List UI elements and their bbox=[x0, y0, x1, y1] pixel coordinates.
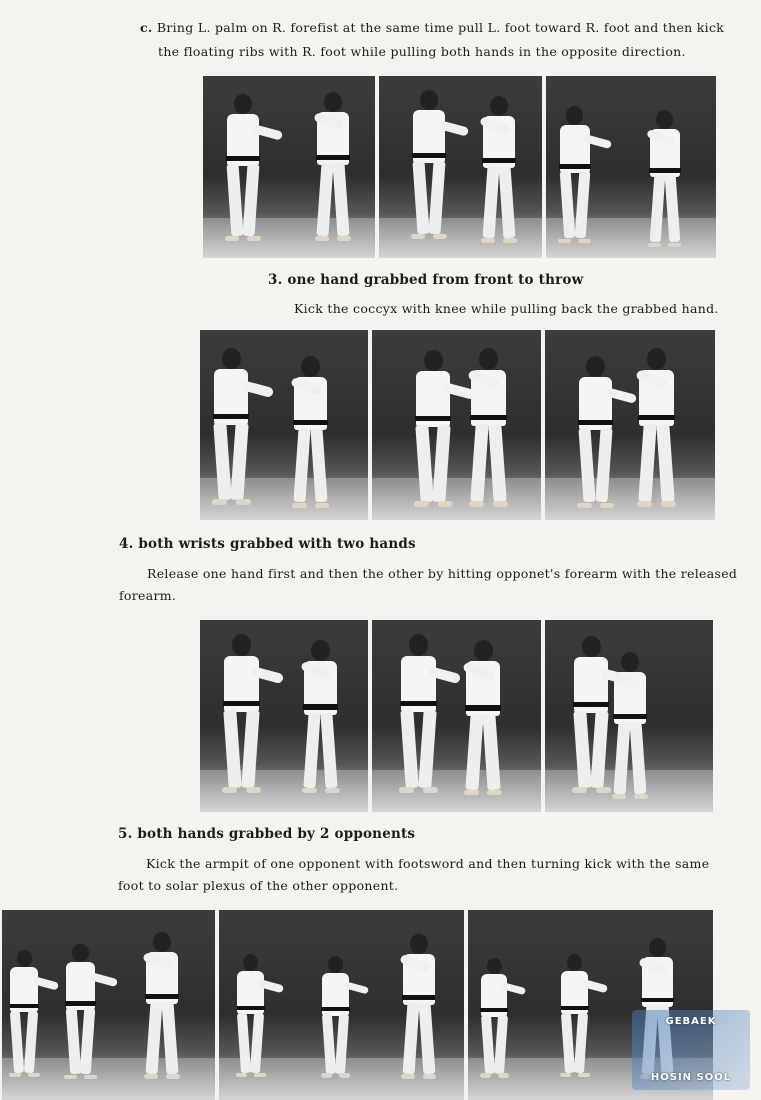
martial-artist-figure bbox=[412, 350, 455, 510]
section-c-line-2: the floating ribs with R. foot while pulling both hands in the opposite direction. bbox=[158, 44, 686, 59]
martial-artist-figure bbox=[319, 956, 352, 1080]
photo-3-2 bbox=[372, 330, 541, 520]
watermark-line-1: GEBAEK bbox=[665, 1016, 717, 1027]
watermark-line-2: HOSIN SOOL bbox=[650, 1072, 732, 1083]
photo-4-2 bbox=[372, 620, 541, 812]
section-c-line-1 bbox=[140, 16, 724, 39]
martial-artist-figure bbox=[575, 356, 616, 511]
section-4-heading: 4. both wrists grabbed with two hands bbox=[119, 536, 416, 552]
martial-artist-figure bbox=[290, 356, 331, 511]
martial-artist-figure bbox=[635, 348, 678, 510]
martial-artist-figure bbox=[62, 944, 99, 1082]
martial-artist-figure bbox=[397, 634, 440, 796]
photo-3-3 bbox=[545, 330, 715, 520]
photo-5-1 bbox=[2, 910, 215, 1100]
section-4-line-2: forearm. bbox=[119, 588, 177, 603]
photo-c-2 bbox=[379, 76, 542, 258]
photo-3-1 bbox=[200, 330, 368, 520]
section-c-text-1: Bring L. palm on R. forefist at the same time pull L. foot toward R. foot and then kick bbox=[156, 20, 725, 35]
martial-artist-figure bbox=[409, 90, 450, 242]
martial-artist-figure bbox=[7, 950, 42, 1080]
photo-4-3 bbox=[545, 620, 713, 812]
martial-artist-figure bbox=[479, 96, 519, 246]
photo-c-1 bbox=[203, 76, 375, 258]
martial-artist-figure bbox=[223, 94, 263, 244]
martial-artist-figure bbox=[462, 640, 504, 798]
section-5-heading: 5. both hands grabbed by 2 opponents bbox=[118, 826, 416, 842]
watermark-logo bbox=[632, 1010, 750, 1090]
section-3-text: Kick the coccyx with knee while pulling back the grabbed hand. bbox=[294, 301, 719, 316]
photo-c-3 bbox=[546, 76, 716, 258]
martial-artist-figure bbox=[558, 954, 592, 1080]
martial-artist-figure bbox=[646, 110, 683, 250]
martial-artist-figure bbox=[220, 634, 263, 796]
section-3-heading: 3. one hand grabbed from front to throw bbox=[268, 272, 584, 288]
martial-artist-figure bbox=[234, 954, 268, 1080]
section-c-marker: c. bbox=[140, 20, 153, 35]
martial-artist-figure bbox=[478, 958, 511, 1080]
martial-artist-figure bbox=[142, 932, 182, 1082]
section-4-line-1: Release one hand first and then the other by hitting opponet's forearm with the released bbox=[147, 566, 738, 581]
photo-4-1 bbox=[200, 620, 368, 812]
martial-artist-figure bbox=[556, 106, 593, 246]
section-5-line-1: Kick the armpit of one opponent with footsword and then turning kick with the same bbox=[146, 856, 710, 871]
martial-artist-figure bbox=[210, 348, 253, 508]
martial-artist-figure bbox=[610, 652, 650, 802]
martial-artist-figure bbox=[467, 348, 510, 510]
martial-artist-figure bbox=[570, 636, 613, 796]
martial-artist-figure bbox=[300, 640, 342, 796]
photo-5-2 bbox=[219, 910, 464, 1100]
martial-artist-figure bbox=[399, 934, 438, 1082]
martial-artist-figure bbox=[313, 92, 354, 244]
section-5-line-2: foot to solar plexus of the other opponent. bbox=[118, 878, 399, 893]
